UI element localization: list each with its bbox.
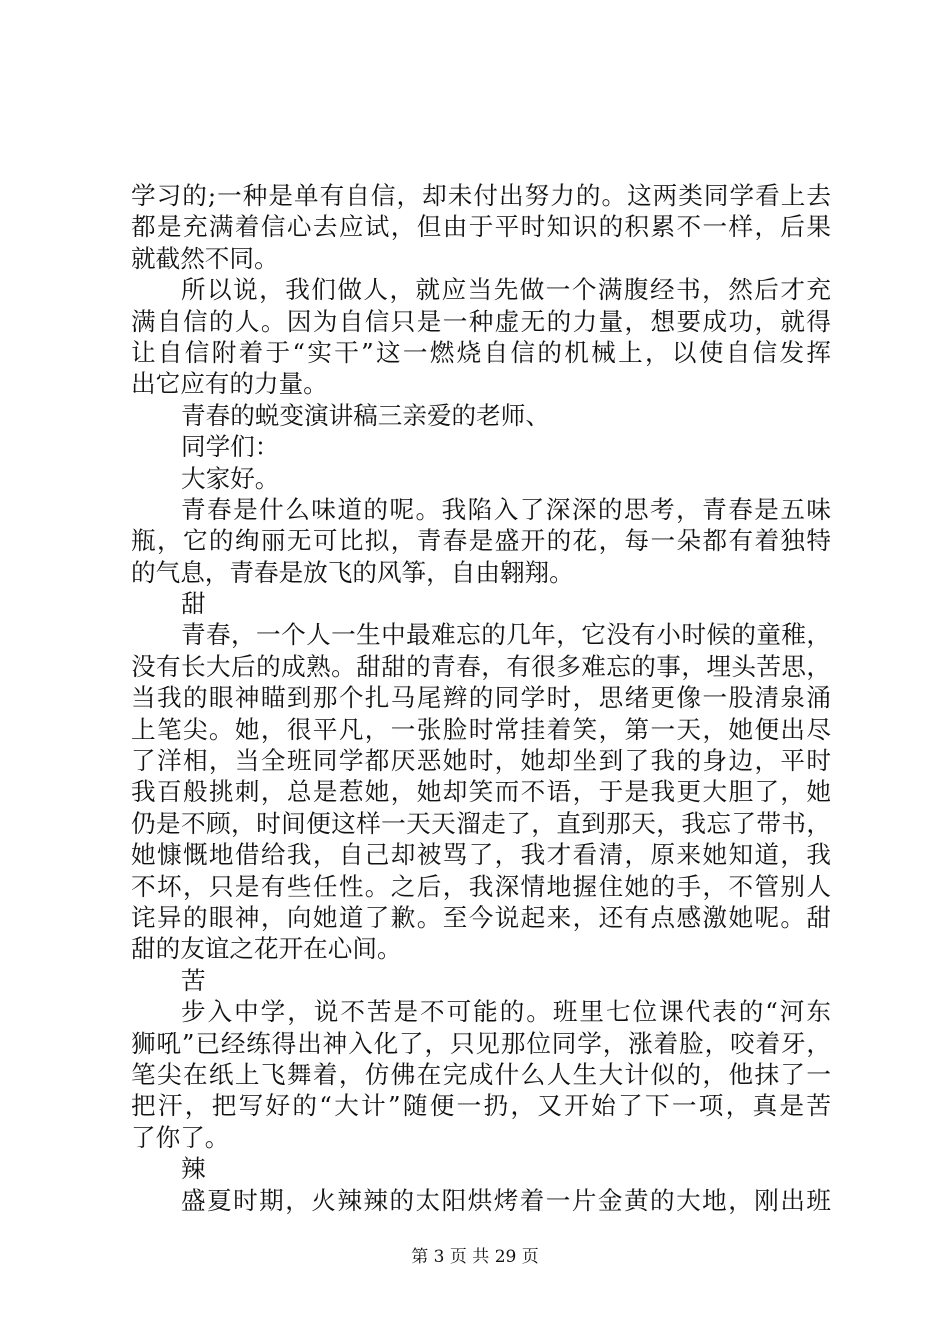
- text-line: 就截然不同。: [131, 243, 279, 273]
- text-line: 我百般挑刺，总是惹她，她却笑而不语，于是我更大胆了，她: [131, 777, 831, 807]
- text-line: 瓶，它的绚丽无可比拟，青春是盛开的花，每一朵都有着独特: [131, 526, 831, 556]
- text-line: 苦: [181, 965, 206, 995]
- text-line: 没有长大后的成熟。甜甜的青春，有很多难忘的事，埋头苦思，: [131, 651, 831, 681]
- text-line: 笔尖在纸上飞舞着，仿佛在完成什么人生大计似的，他抹了一: [131, 1059, 831, 1089]
- text-line: 让自信附着于“实干”这一燃烧自信的机械上，以使自信发挥: [131, 337, 831, 367]
- text-line: 青春是什么味道的呢。我陷入了深深的思考，青春是五味: [181, 494, 831, 524]
- text-line: 辣: [181, 1154, 206, 1184]
- page-footer: 第 3 页 共 29 页: [411, 1247, 539, 1267]
- text-line: 她慷慨地借给我，自己却被骂了，我才看清，原来她知道，我: [131, 840, 831, 870]
- text-line: 同学们：: [181, 432, 280, 462]
- text-line: 狮吼”已经练得出神入化了，只见那位同学，涨着脸，咬着牙，: [131, 1028, 831, 1058]
- text-line: 甜的友谊之花开在心间。: [131, 934, 402, 964]
- text-line: 青春的蜕变演讲稿三亲爱的老师、: [181, 400, 550, 430]
- document-body: [131, 180, 831, 1216]
- text-line: 青春，一个人一生中最难忘的几年，它没有小时候的童稚，: [181, 620, 831, 650]
- text-line: 所以说，我们做人，就应当先做一个满腹经书，然后才充: [181, 275, 831, 305]
- text-line: 大家好。: [181, 463, 280, 493]
- text-line: 满自信的人。因为自信只是一种虚无的力量，想要成功，就得: [131, 306, 831, 336]
- text-line: 不坏，只是有些任性。之后，我深情地握住她的手，不管别人: [131, 871, 831, 901]
- text-line: 出它应有的力量。: [131, 369, 328, 399]
- text-line: 上笔尖。她，很平凡，一张脸时常挂着笑，第一天，她便出尽: [131, 714, 831, 744]
- text-line: 都是充满着信心去应试，但由于平时知识的积累不一样，后果: [131, 212, 831, 242]
- text-line: 当我的眼神瞄到那个扎马尾辫的同学时，思绪更像一股清泉涌: [131, 683, 831, 713]
- text-line: 甜: [181, 589, 206, 619]
- text-line: 步入中学，说不苦是不可能的。班里七位课代表的“河东: [181, 997, 831, 1027]
- text-line: 仍是不顾，时间便这样一天天溜走了，直到那天，我忘了带书，: [131, 808, 831, 838]
- text-line: 把汗，把写好的“大计”随便一扔，又开始了下一项，真是苦: [131, 1091, 831, 1121]
- text-line: 了你了。: [131, 1122, 230, 1152]
- text-line: 了洋相，当全班同学都厌恶她时，她却坐到了我的身边，平时: [131, 746, 831, 776]
- text-line: 学习的;一种是单有自信，却未付出努力的。这两类同学看上去: [131, 181, 831, 210]
- text-line: 盛夏时期，火辣辣的太阳烘烤着一片金黄的大地，刚出班: [181, 1185, 831, 1215]
- text-line: 诧异的眼神，向她道了歉。至今说起来，还有点感激她呢。甜: [131, 902, 831, 932]
- text-line: 的气息，青春是放飞的风筝，自由翱翔。: [131, 557, 574, 587]
